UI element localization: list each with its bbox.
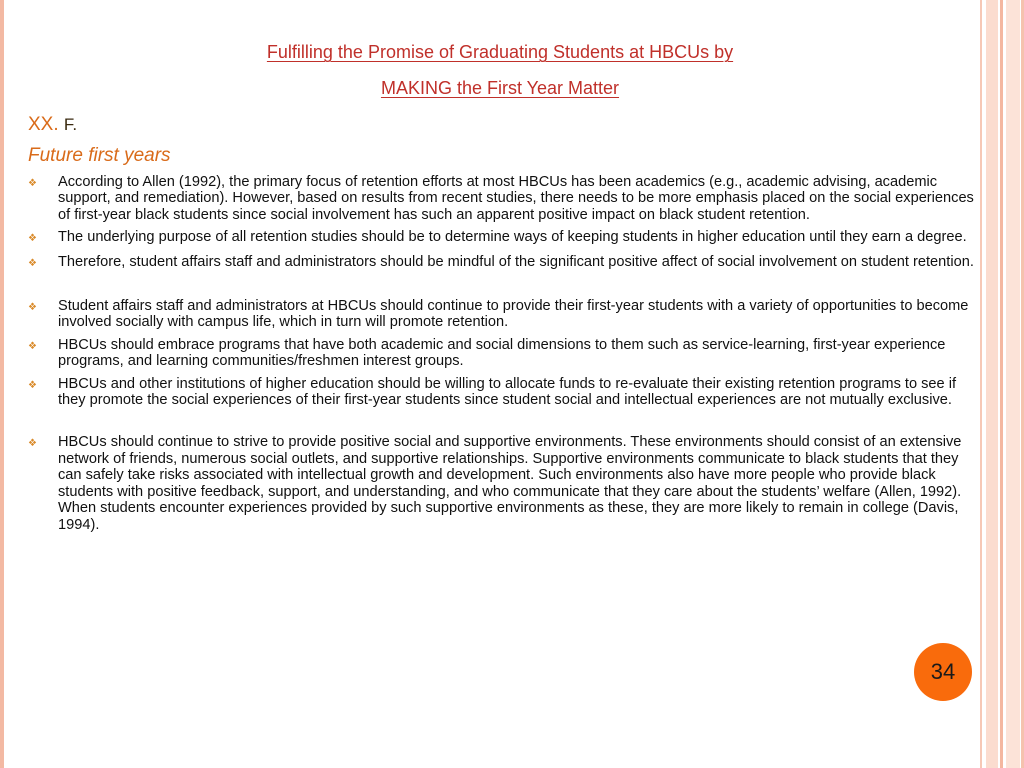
list-item <box>28 229 978 247</box>
list-item <box>28 376 978 409</box>
diamond-bullet-icon: ❖ <box>28 379 37 391</box>
list-item <box>28 254 978 272</box>
slide-title-line-1 <box>30 42 970 63</box>
diamond-bullet-icon: ❖ <box>28 257 37 269</box>
stripe <box>1000 0 1003 768</box>
left-border <box>0 0 4 768</box>
bullet-text: HBCUs and other institutions of higher education should be willing to allocate funds to re-evaluate their existing retention programs to see if they promote the social experiences of their first-year students since student social and intellectual experiences are not mutually exclusive. <box>58 375 957 409</box>
diamond-bullet-icon: ❖ <box>28 302 37 314</box>
bullet-list <box>28 174 978 533</box>
bullet-text: The underlying purpose of all retention studies should be to determine ways of keeping students in higher education until they earn a degree. <box>58 229 967 246</box>
list-item <box>28 298 978 331</box>
diamond-bullet-icon: ❖ <box>28 438 37 450</box>
decorative-stripes <box>980 0 1024 768</box>
diamond-bullet-icon: ❖ <box>28 340 37 352</box>
heading-letter: F. <box>63 115 78 134</box>
section-subheading: Future first years <box>28 145 171 166</box>
section-heading <box>28 114 77 136</box>
bullet-text: HBCUs should embrace programs that have both academic and social dimensions to them such as service-learning, first-year experience programs, and learning communities/freshmen interest groups. <box>58 336 946 370</box>
title-text-1: Fulfilling the Promise of Graduating Students at HBCUs by <box>266 42 734 62</box>
stripe <box>1006 0 1020 768</box>
diamond-bullet-icon: ❖ <box>28 233 37 245</box>
bullet-text: Therefore, student affairs staff and administrators should be mindful of the significant positive affect of social involvement on student retention. <box>58 253 974 270</box>
page-number-badge: 34 <box>914 643 972 701</box>
heading-prefix: XX. <box>28 114 59 135</box>
list-item <box>28 337 978 370</box>
stripe <box>980 0 982 768</box>
diamond-bullet-icon: ❖ <box>28 178 37 189</box>
title-text-2: MAKING the First Year Matter <box>380 78 620 98</box>
bullet-text: HBCUs should continue to strive to provide positive social and supportive environments. These environments should consist of an extensive network of friends, numerous social outlets, and supportive relationships. Supportive environments communicate to black students that they can safely take risks associated with intellectual growth and development. Such environments also have more people who provide black students with positive feedback, support, and understanding, and who communicate that they care about the students’ welfare (Allen, 1992). When students encounter experiences provided by such supportive environments as these, they are more likely to remain in college (Davis, 1994). <box>58 434 962 533</box>
stripe <box>986 0 998 768</box>
list-item <box>28 434 978 532</box>
bullet-text: Student affairs staff and administrators at HBCUs should continue to provide their first-year students with a variety of opportunities to become involved socially with campus life, which in turn will promote retention. <box>58 298 969 331</box>
list-item <box>28 174 978 223</box>
bullet-text: According to Allen (1992), the primary focus of retention efforts at most HBCUs has been academics (e.g., academic advising, academic support, and remediation). However, based on results from recent studies, there needs to be more emphasis placed on the social experiences of first-year black students since social involvement has such an apparent positive impact on black student retention. <box>58 174 974 223</box>
slide-title-line-2 <box>30 78 970 99</box>
